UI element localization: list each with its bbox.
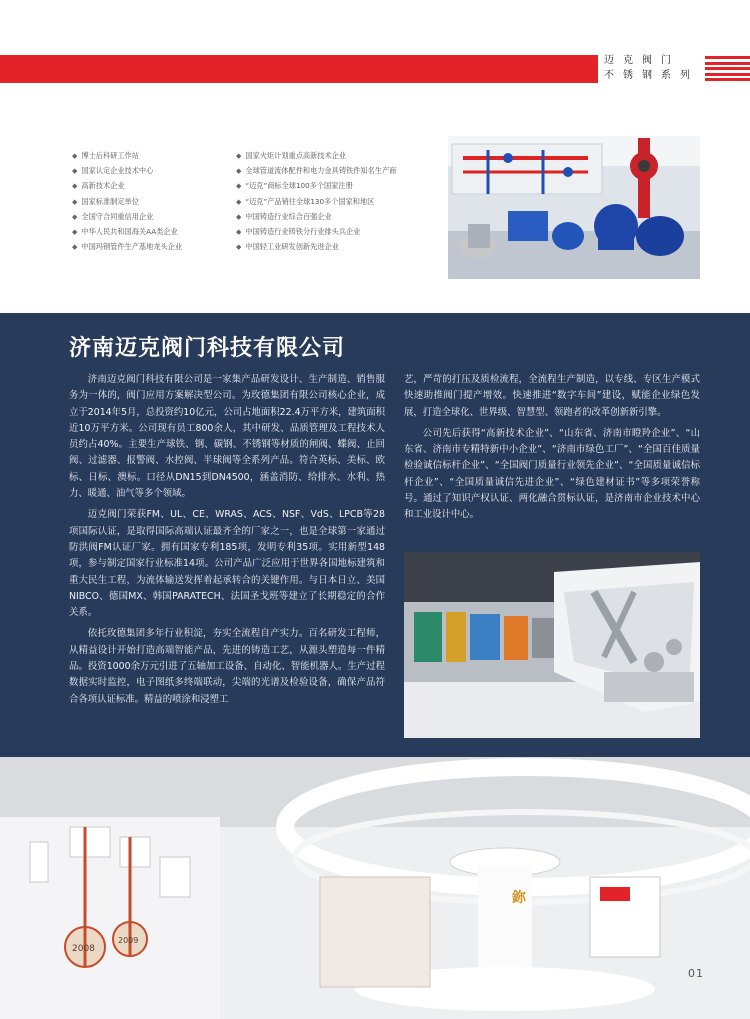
paragraph: 公司先后获得“高新技术企业”、“山东省、济南市瞪羚企业”、“山东省、济南市专精特新中小企业”、“济南市绿色工厂”、“全国百佳质量检验诚信标杆企业”、“全国阀门质量行业领先企业”、“全国质量诚信标杆企业”、“全国质量诚信先进企业”、“绿色建材证书”等多项荣誉称号。通过了知识产权认证、两化融合贯标认证，是济南市企业技术中心和工业设计中心。	[404, 427, 700, 521]
list-item: ◆ 高新技术企业	[72, 181, 125, 191]
diamond-bullet-icon: ◆	[72, 151, 78, 160]
list-item: ◆ 国家认定企业技术中心	[72, 165, 154, 175]
page-number: 01	[688, 967, 704, 980]
list-item: ◆ 中国轻工业研发创新先进企业	[236, 242, 339, 252]
diamond-bullet-icon: ◆	[72, 197, 78, 206]
diamond-bullet-icon: ◆	[72, 166, 78, 175]
diamond-bullet-icon: ◆	[236, 151, 242, 160]
diamond-bullet-icon: ◆	[72, 212, 78, 221]
list-item: ◆ 中国铸造行业综合百强企业	[236, 211, 332, 221]
valve-showroom-photo	[448, 136, 700, 279]
diamond-bullet-icon: ◆	[236, 243, 242, 252]
diamond-bullet-icon: ◆	[236, 228, 242, 237]
paragraph: 依托玫德集团多年行业积淀，夯实全流程自产实力。百名研发工程师，从精益设计开始打造高端智能产品，先进的铸造工艺，从源头塑造每一件精品。投资1000余万元引进了五轴加工设备、自动化、智能机器人。生产过程数据实时监控，电子图纸多终端联动，尖端的光谱及检验设备，确保产品符合各项认证标准。精益的喷涂和浸塑工	[69, 628, 385, 705]
diamond-bullet-icon: ◆	[236, 212, 242, 221]
certifications-left-list	[72, 148, 182, 255]
diamond-bullet-icon: ◆	[236, 182, 242, 191]
list-item: ◆ “迈克”商标全球100多个国家注册	[236, 181, 353, 191]
list-item: ◆ 全国守合同重信用企业	[72, 211, 154, 221]
list-item: ◆ 博士后科研工作站	[72, 150, 139, 160]
certifications-right-list	[236, 148, 396, 255]
brand-line-2: 不锈钢系列	[604, 70, 699, 81]
paragraph: 济南迈克阀门科技有限公司是一家集产品研发设计、生产制造、销售服务为一体的，阀门应用方案解决型公司。为玫德集团有限公司核心企业，成立于2014年5月，总投资约10亿元，公司占地面积22.4万平方米，建筑面积近10万平方米。公司现有员工800余人，其中研发、品质管理及工程技术人员约占40%。主要生产球铁、钢、碳钢、不锈钢等材质的闸阀、蝶阀、止回阀、过滤器、报警阀、水控阀、半球阀等全系列产品。符合英标、美标、欧标、日标、澳标。口径从DN15到DN4500，涵盖消防、给排水、水利、热力、暖通、油气等多个领域。	[69, 374, 385, 500]
paragraph: 迈克阀门荣获FM、UL、CE、WRAS、ACS、NSF、VdS、LPCB等28项国际认证，是取得国际高端认证最齐全的厂家之一，也是全球第一家通过防洪阀FM认证厂家。拥有国家专利185项，发明专利35项。实用新型148项，参与制定国家行业标准14项。公司产品广泛应用于世界各国地标建筑和重大民生工程，为流体输送发挥着起承转合的关键作用。与日本日立、美国NIBCO、德国MX、韩国PARATECH、法国圣戈班等建立了长期稳定的合作关系。	[69, 509, 385, 619]
list-item: ◆ 中国铸造行业铸铁分行业排头兵企业	[236, 227, 361, 237]
list-item: ◆ 中华人民共和国海关AA类企业	[72, 227, 178, 237]
year-2008-label: 2008	[72, 944, 95, 954]
company-title: 济南迈克阀门科技有限公司	[69, 336, 346, 361]
year-2009-label: 2009	[118, 936, 139, 945]
list-item: ◆ 全球管道流体配件和电力金具铸铁件知名生产商	[236, 165, 397, 175]
list-item: ◆ 中国玛钢管件生产基地龙头企业	[72, 242, 183, 252]
exhibition-hall-panorama-photo	[0, 757, 750, 1019]
header-red-bar	[0, 55, 598, 83]
exhibition-hall-photo	[404, 552, 700, 738]
company-text-left	[69, 372, 385, 713]
list-item: ◆ 国家标准制定单位	[72, 196, 139, 206]
list-item: ◆ 国家火炬计划重点高新技术企业	[236, 150, 347, 160]
company-text-right	[404, 372, 700, 529]
diamond-bullet-icon: ◆	[236, 166, 242, 175]
diamond-bullet-icon: ◆	[236, 197, 242, 206]
header-stripes-decoration	[705, 56, 750, 82]
brand-line-1: 迈克阀门	[604, 55, 680, 66]
diamond-bullet-icon: ◆	[72, 182, 78, 191]
paragraph: 艺，严苛的打压及质检流程，全流程生产制造，以专线、专区生产模式快速助推阀门提产增效。快速推进“数字车间”建设，赋能企业绿色发展，打造全球化、世界级、智慧型、领跑者的改革创新新引擎。	[404, 374, 700, 418]
diamond-bullet-icon: ◆	[72, 228, 78, 237]
list-item: ◆ “迈克”产品销往全球130多个国家和地区	[236, 196, 375, 206]
svg-text:鉨: 鉨	[512, 890, 526, 906]
diamond-bullet-icon: ◆	[72, 243, 78, 252]
brand-label	[604, 53, 700, 83]
